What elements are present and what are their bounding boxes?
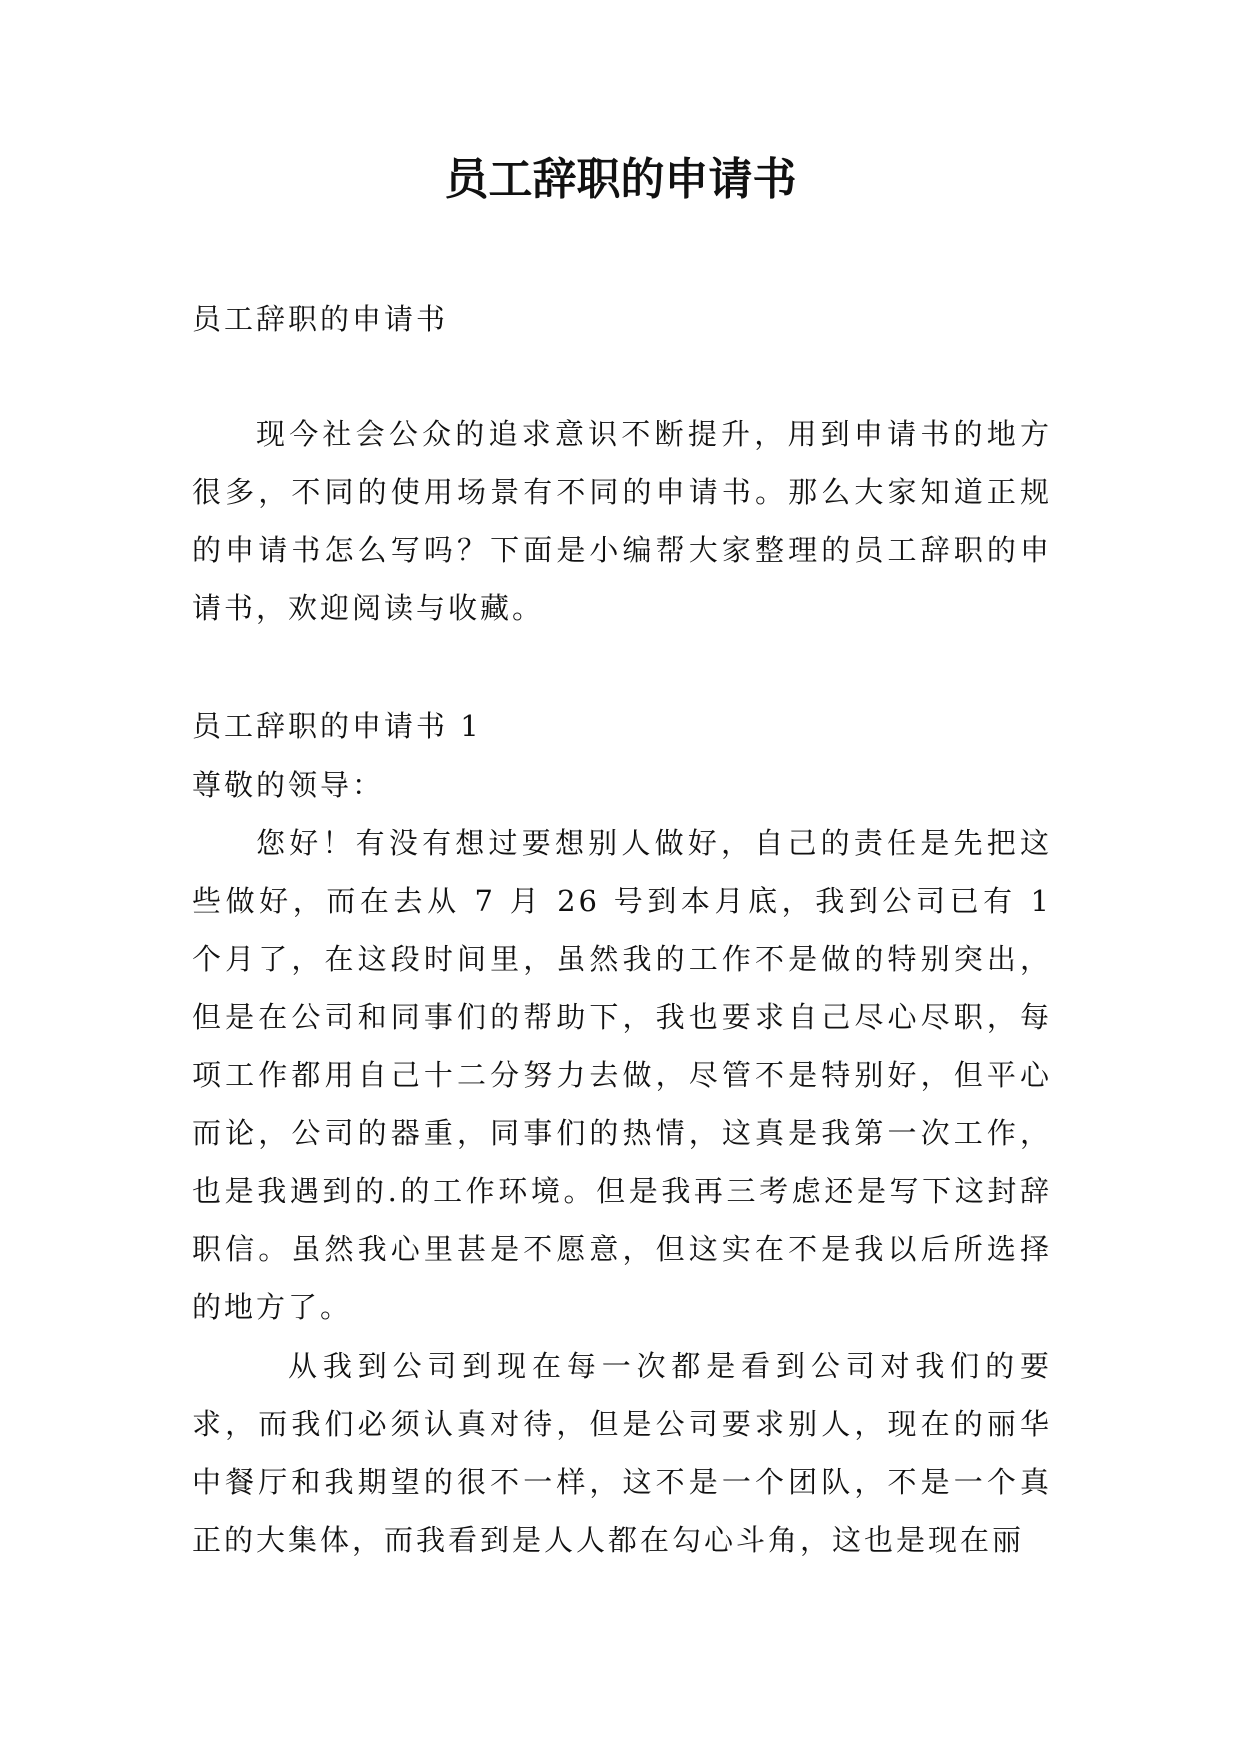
body-paragraph: 从我到公司到现在每一次都是看到公司对我们的要求，而我们必须认真对待，但是公司要求别人，现在的丽华中餐厅和我期望的很不一样，这不是一个团队，不是一个真正的大集体，而我看到是人人都在勾心斗角，这也是现在丽 <box>192 1349 1052 1557</box>
body-paragraph: 您好！有没有想过要想别人做好，自己的责任是先把这些做好，而在去从 7 月 26 号到本月底，我到公司已有 1 个月了，在这段时间里，虽然我的工作不是做的特别突出，但是在公司和同事们的帮助下，我也要求自己尽心尽职，每项工作都用自己十二分努力去做，尽管不是特别好，但平心而论，公司的器重，同事们的热情，这真是我第一次工作，也是我遇到的.的工作环境。但是我再三考虑还是写下这封辞职信。虽然我心里甚是不愿意，但这实在不是我以后所选择的地方了。 <box>192 826 1052 1324</box>
section-heading: 员工辞职的申请书 1 <box>192 709 482 743</box>
document-title: 员工辞职的申请书 <box>444 154 797 205</box>
document-subtitle: 员工辞职的申请书 <box>192 302 449 336</box>
salutation: 尊敬的领导： <box>192 768 385 802</box>
intro-paragraph: 现今社会公众的追求意识不断提升，用到申请书的地方很多，不同的使用场景有不同的申请书。那么大家知道正规的申请书怎么写吗？下面是小编帮大家整理的员工辞职的申请书，欢迎阅读与收藏。 <box>192 417 1052 625</box>
